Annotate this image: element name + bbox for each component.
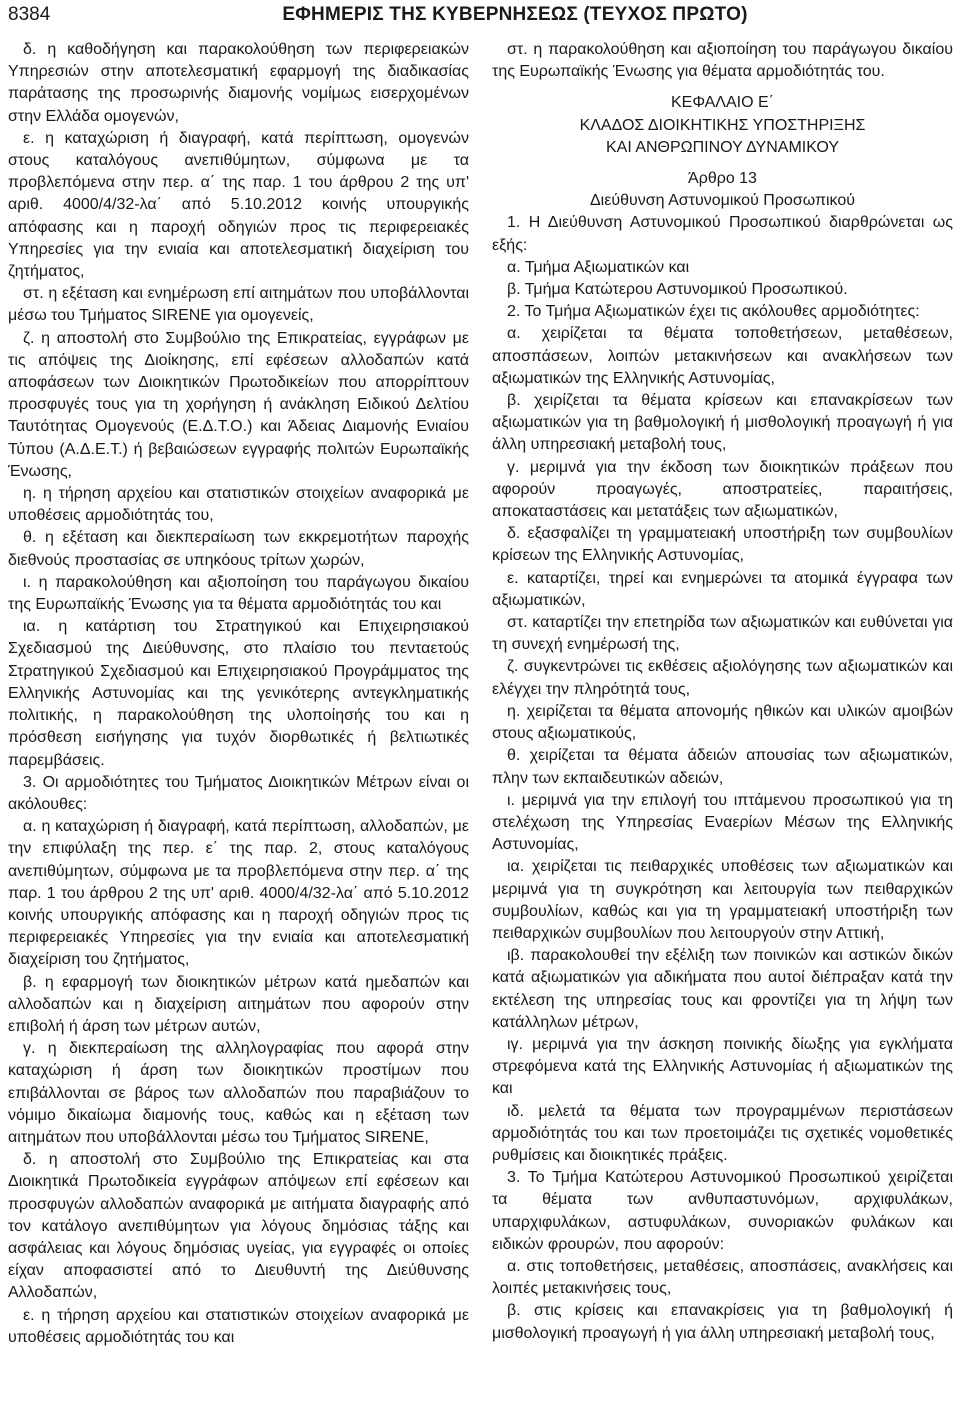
paragraph: β. χειρίζεται τα θέματα κρίσεων και επανακρίσεων των αξιωματικών για τη βαθμολογική ή μισθολογική προαγωγή ή για άλλη υπηρεσιακή μεταβολή τους, — [492, 392, 953, 454]
paragraph: ι. η παρακολούθηση και αξιοποίηση του παράγωγου δικαίου της Ευρωπαϊκής Ένωσης για τα θέματα αρμοδιότητάς του και — [8, 573, 469, 614]
article-number: Άρθρο 13 — [688, 170, 757, 188]
chapter-title-line: ΚΑΙ ΑΝΘΡΩΠΙΝΟΥ ΔΥΝΑΜΙΚΟΥ — [605, 138, 840, 156]
paragraph: δ. η καθοδήγηση και παρακολούθηση των περιφερειακών Υπηρεσιών στην αποτελεσματική εφαρμογή της διαδικασίας παράτασης της προσωρινής διαμονής νομίμως εισερχομένων στην Ελλάδα ομογενών, — [8, 41, 469, 125]
paragraph: α. χειρίζεται τα θέματα τοποθετήσεων, μεταθέσεων, αποσπάσεων, λοιπών μετακινήσεων και ανακλήσεων των αξιωματικών της Ελληνικής Αστυνομίας, — [492, 325, 953, 387]
paragraph: στ. η εξέταση και ενημέρωση επί αιτημάτων που υποβάλλονται μέσω του Τμήματος SIRENE για ομογενείς, — [8, 285, 469, 325]
paragraph: α. Τμήμα Αξιωματικών και — [507, 258, 690, 276]
page-number: 8384 — [8, 4, 51, 25]
paragraph: β. Τμήμα Κατώτερου Αστυνομικού Προσωπικού. — [507, 281, 848, 299]
paragraph: δ. εξασφαλίζει τη γραμματειακή υποστήριξη των συμβουλίων κρίσεων της Ελληνικής Αστυνομίας, — [492, 525, 953, 565]
paragraph: στ. η παρακολούθηση και αξιοποίηση του παράγωγου δικαίου της Ευρωπαϊκής Ένωσης για θέματα αρμοδιότητάς του. — [492, 41, 953, 81]
paragraph: ια. η κατάρτιση του Στρατηγικού και Επιχειρησιακού Σχεδιασμού της Διεύθυνσης, στο πλαίσιο του πενταετούς Στρατηγικού Σχεδιασμού και Επιχειρησιακού Προγράμματος της Ελληνικής Αστυνομίας και της γενικότερης αντεγκληματικής πολιτικής, η παρακολούθηση της υλοποίησής του και η πρόσθεση εισήγησης για τυχόν διορθωτικές ή βελτιωτικές παρεμβάσεις. — [8, 618, 469, 769]
chapter-title-line: ΚΛΑΔΟΣ ΔΙΟΙΚΗΤΙΚΗΣ ΥΠΟΣΤΗΡΙΞΗΣ — [579, 116, 866, 134]
chapter-number: ΚΕΦΑΛΑΙΟ Ε΄ — [670, 94, 774, 112]
paragraph: β. στις κρίσεις και επανακρίσεις για τη βαθμολογική ή μισθολογική προαγωγή ή για άλλη υπηρεσιακή μεταβολή τους, — [492, 1302, 953, 1342]
gazette-title: ΕΦΗΜΕΡΙΣ ΤΗΣ ΚΥΒΕΡΝΗΣΕΩΣ (ΤΕΥΧΟΣ ΠΡΩΤΟ) — [282, 4, 748, 25]
paragraph: ι. μεριμνά για την επιλογή του ιπτάμενου προσωπικού για τη στελέχωση της Υπηρεσίας Εναερίων Μέσων της Ελληνικής Αστυνομίας, — [492, 791, 953, 854]
paragraph: ια. χειρίζεται τις πειθαρχικές υποθέσεις των αξιωματικών και μεριμνά για τη συγκρότηση και λειτουργία των πειθαρχικών συμβουλίων, καθώς και για τη γραμματειακή υποστήριξη των πειθαρχικών συμβουλίων που λειτουργούν στην Αττική, — [492, 858, 953, 942]
paragraph: θ. η εξέταση και διεκπεραίωση των εκκρεμοτήτων παροχής διεθνούς προστασίας σε υπηκόους τρίτων χωρών, — [8, 529, 469, 569]
paragraph: ε. καταρτίζει, τηρεί και ενημερώνει τα ατομικά έγγραφα των αξιωματικών, — [492, 569, 953, 609]
paragraph: ζ. η αποστολή στο Συμβούλιο της Επικρατείας, εγγράφων με τις απόψεις της Διοίκησης, επί εφέσεων αλλοδαπών κατά αποφάσεων των Διοικητικών Πρωτοδικείων που απορρίπτουν προσφυγές τους για τη χορήγηση ή ανάκληση Ειδικού Δελτίου Ταυτότητας Ομογενούς (Ε.Δ.Τ.Ο.) και Άδειας Διαμονής Ενιαίου Τύπου (Α.Δ.Ε.Τ.) ή βεβαιώσεων εγγραφής πολιτών Ευρωπαϊκής Ένωσης, — [8, 329, 469, 480]
paragraph: 3. Οι αρμοδιότητες του Τμήματος Διοικητικών Μέτρων είναι οι ακόλουθες: — [8, 773, 469, 813]
paragraph: β. η εφαρμογή των διοικητικών μέτρων κατά ημεδαπών και αλλοδαπών και η διαχείριση αιτημάτων που αφορούν στην επιβολή ή άρση των μέτρων αυτών, — [8, 973, 469, 1035]
paragraph: γ. η διεκπεραίωση της αλληλογραφίας που αφορά στην καταχώριση ή άρση των διοικητικών προστίμων που επιβάλλονται σε βάρος των αλλοδαπών που παραβιάζουν το νόμιμο δικαίωμα διαμονής τους, καθώς και η εξέταση των αιτημάτων που υποβάλλονται μέσω του Τμήματος SIRENE, — [8, 1040, 469, 1146]
paragraph: η. χειρίζεται τα θέματα απονομής ηθικών και υλικών αμοιβών στους αξιωματικούς, — [492, 702, 953, 743]
paragraph: 2. Το Τμήμα Αξιωματικών έχει τις ακόλουθες αρμοδιότητες: — [507, 303, 920, 321]
paragraph: 1. Η Διεύθυνση Αστυνομικού Προσωπικού διαρθρώνεται ως εξής: — [492, 214, 953, 254]
paragraph: η. η τήρηση αρχείου και στατιστικών στοιχείων αναφορικά με υποθέσεις αρμοδιότητάς του, — [8, 485, 469, 525]
paragraph: α. η καταχώριση ή διαγραφή, κατά περίπτωση, αλλοδαπών, με την επιφύλαξη της περ. ε΄ της παρ. 2, στους καταλόγους ανεπιθύμητων, σύμφωνα με τα προβλεπόμενα στην περ. α΄ της παρ. 1 του άρθρου 2 της υπ' αριθ. 4000/4/32-λα΄ από 5.10.2012 κοινής υπουργικής απόφασης και η παροχή οδηγιών προς τις περιφερειακές Υπηρεσίες για την ενιαία και αποτελεσματική διαχείριση του ζητήματος, — [8, 818, 469, 969]
page-header — [0, 0, 960, 34]
paragraph: θ. χειρίζεται τα θέματα άδειών απουσίας των αξιωματικών, πλην των εκπαιδευτικών αδειών, — [492, 747, 953, 787]
paragraph: ιδ. μελετά τα θέματα των προγραμμένων περιστάσεων αρμοδιότητάς του και των προετοιμάζει τις σχετικές νομοθετικές ρυθμίσεις και διοικητικές πράξεις. — [492, 1102, 953, 1164]
paragraph: ζ. συγκεντρώνει τις εκθέσεις αξιολόγησης των αξιωματικών και ελέγχει την πληρότητά τους, — [492, 658, 953, 698]
paragraph: 3. Το Τμήμα Κατώτερου Αστυνομικού Προσωπικού χειρίζεται τα θέματα των ανθυπαστυνόμων, αρχιφυλάκων, υπαρχιφυλάκων, αστυφυλάκων, συνοριακών φυλάκων και ειδικών φρουρών, που αφορούν: — [492, 1169, 953, 1253]
paragraph: γ. μεριμνά για την έκδοση των διοικητικών πράξεων που αφορούν προαγωγές, αποστρατείες, παραιτήσεις, αποκαταστάσεις και μετατάξεις των αξιωματικών, — [492, 458, 953, 521]
paragraph: ιγ. μεριμνά για την άσκηση ποινικής δίωξης για εγκλήματα στρεφόμενα κατά της Ελληνικής Αστυνομίας ή αξιωματικών της και — [492, 1035, 953, 1098]
article-title: Διεύθυνση Αστυνομικού Προσωπικού — [589, 192, 856, 210]
paragraph: ε. η καταχώριση ή διαγραφή, κατά περίπτωση, ομογενών στους καταλόγους ανεπιθύμητων, σύμφωνα με τα προβλεπόμενα στην περ. α΄ της παρ. 1 του άρθρου 2 της υπ' αριθ. 4000/4/32-λα΄ από 5.10.2012 κοινής υπουργικής απόφασης και η παροχή οδηγιών προς τις περιφερειακές Υπηρεσίες για την ενιαία και αποτελεσματική διαχείριση του ζητήματος, — [8, 129, 469, 281]
paragraph: ε. η τήρηση αρχείου και στατιστικών στοιχείων αναφορικά με υποθέσεις αρμοδιότητάς του και — [8, 1306, 469, 1346]
paragraph: ιβ. παρακολουθεί την εξέλιξη των ποινικών και αστικών δικών κατά αξιωματικών για αδικήματα που αυτοί διέπραξαν κατά την εκτέλεση της υπηρεσίας τους και φροντίζει για τη λήψη των κατάλληλων μέτρων, — [492, 947, 953, 1031]
left-column — [8, 39, 469, 1349]
paragraph: δ. η αποστολή στο Συμβούλιο της Επικρατείας και στα Διοικητικά Πρωτοδικεία εγγράφων απόψεων επί εφέσεων και προσφυγών αλλοδαπών αναφορικά με αιτήματα διαγραφής από τον κατάλογο ανεπιθύμητων για λόγους δημόσιας τάξης και ασφάλειας και λόγους δημόσιας υγείας, για εγγραφές οι οποίες είχαν αποφασιστεί από το Διευθυντή της Διεύθυνσης Αλλοδαπών, — [8, 1151, 469, 1302]
paragraph: στ. καταρτίζει την επετηρίδα των αξιωματικών και ευθύνεται για τη συνεχή ενημέρωσή της, — [492, 614, 953, 654]
right-column — [492, 39, 953, 1345]
paragraph: α. στις τοποθετήσεις, μεταθέσεις, αποσπάσεις, ανακλήσεις και λοιπές μετακινήσεις τους, — [492, 1257, 953, 1298]
